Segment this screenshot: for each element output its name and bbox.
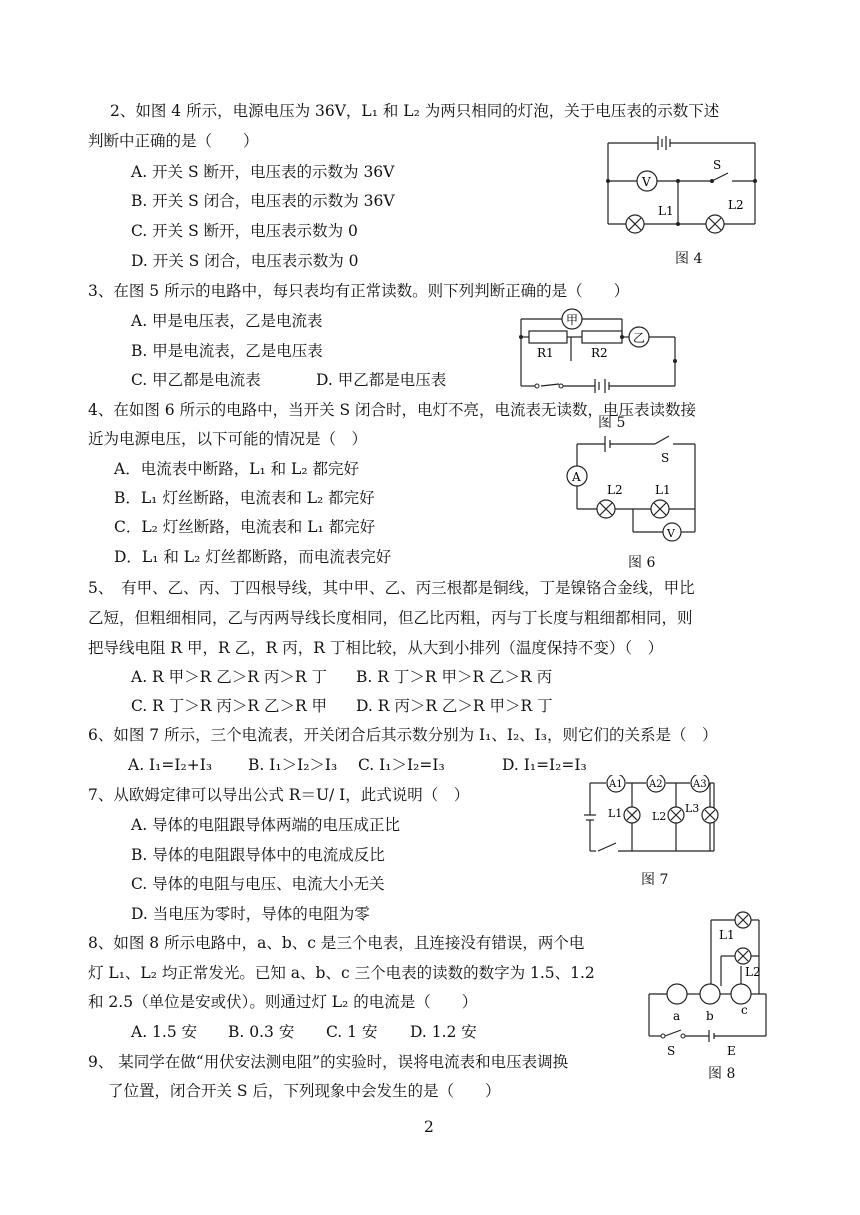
fig7-l1-label: L1 <box>608 807 623 820</box>
fig6-caption: 图 6 <box>628 555 656 571</box>
q8-stem-line1: 8、如图 8 所示电路中，a、b、c 是三个电表，且连接没有错误，两个电 <box>88 934 585 952</box>
q2-option-b: B. 开关 S 闭合，电压表的示数为 36V <box>131 192 395 210</box>
fig8-s-label: S <box>667 1044 676 1058</box>
q8-stem-line3: 和 2.5（单位是安或伏）。则通过灯 L₂ 的电流是（ ） <box>88 993 478 1011</box>
q3-option-d: D. 甲乙都是电压表 <box>316 371 447 389</box>
fig7-l2-label: L2 <box>652 810 667 823</box>
q3-option-a: A. 甲是电压表，乙是电流表 <box>131 312 323 330</box>
figure-6-circuit <box>563 432 703 542</box>
q9-stem-line1: 9、 某同学在做“用伏安法测电阻”的实验时，误将电流表和电压表调换 <box>88 1053 569 1071</box>
fig7-a3-label: A3 <box>693 779 707 790</box>
q5-stem-line3: 把导线电阻 R 甲，R 乙，R 丙，R 丁相比较，从大到小排列（温度保持不变）（ ） <box>88 639 664 657</box>
q4-stem-line2: 近为电源电压，以下可能的情况是（ ） <box>88 430 368 448</box>
fig7-a2-label: A2 <box>649 779 663 790</box>
q6-option-b: B. I₁＞I₂＞I₃ <box>248 756 338 774</box>
q8-option-d: D. 1.2 安 <box>410 1023 477 1041</box>
fig8-b-label: b <box>706 1009 714 1023</box>
fig4-voltmeter-label: V <box>642 175 651 189</box>
q2-option-d: D. 开关 S 闭合，电压表示数为 0 <box>131 252 359 270</box>
fig6-voltmeter-label: V <box>667 527 675 540</box>
q5-option-c: C. R 丁＞R 丙＞R 乙＞R 甲 <box>131 697 328 715</box>
fig6-switch-label: S <box>661 451 670 465</box>
fig8-l1-label: L1 <box>719 928 735 942</box>
fig5-yi-label: 乙 <box>633 331 646 345</box>
q6-stem-line1: 6、如图 7 所示，三个电流表，开关闭合后其示数分别为 I₁、I₂、I₃，则它们的关系是（ ） <box>88 726 718 744</box>
fig7-l3-label: L3 <box>685 802 700 815</box>
fig6-l2-label: L2 <box>607 483 623 497</box>
q9-stem-line2: 了位置，闭合开关 S 后，下列现象中会发生的是（ ） <box>108 1082 501 1100</box>
q2-stem-line1: 2、如图 4 所示，电源电压为 36V，L₁ 和 L₂ 为两只相同的灯泡，关于电压表的示数下述 <box>110 102 720 120</box>
fig5-jia-label: 甲 <box>566 313 579 327</box>
fig5-r1-label: R1 <box>537 346 554 360</box>
fig4-caption: 图 4 <box>675 251 703 267</box>
figure-8-circuit <box>641 906 776 1061</box>
q4-option-d: D．L₁ 和 L₂ 灯丝都断路，而电流表完好 <box>114 548 392 566</box>
q5-option-a: A. R 甲＞R 乙＞R 丙＞R 丁 <box>131 668 327 686</box>
q3-stem-line1: 3、在图 5 所示的电路中，每只表均有正常读数。则下列判断正确的是（ ） <box>88 282 630 300</box>
fig8-caption: 图 8 <box>708 1066 736 1082</box>
q4-option-b: B．L₁ 灯丝断路，电流表和 L₂ 都完好 <box>114 489 375 507</box>
figure-4-circuit <box>600 133 770 245</box>
fig6-ammeter-label: A <box>572 470 581 484</box>
q6-option-d: D. I₁=I₂=I₃ <box>502 756 587 774</box>
fig7-caption: 图 7 <box>641 872 669 888</box>
q6-option-c: C. I₁＞I₂=I₃ <box>358 756 445 774</box>
fig5-caption: 图 5 <box>598 415 626 431</box>
figure-7-circuit <box>584 775 724 860</box>
q8-option-c: C. 1 安 <box>326 1023 378 1041</box>
q7-option-d: D. 当电压为零时，导体的电阻为零 <box>131 905 370 923</box>
fig4-l1-label: L1 <box>658 204 674 218</box>
fig7-a1-label: A1 <box>609 779 623 790</box>
q7-option-c: C. 导体的电阻与电压、电流大小无关 <box>131 875 385 893</box>
q5-option-b: B. R 丁＞R 甲＞R 乙＞R 丙 <box>356 668 553 686</box>
fig8-c-label: c <box>741 1003 748 1017</box>
fig8-e-label: E <box>727 1044 736 1058</box>
q5-option-d: D. R 丙＞R 乙＞R 甲＞R 丁 <box>356 697 553 715</box>
fig4-switch-label: S <box>713 158 722 172</box>
q3-option-c: C. 甲乙都是电流表 <box>131 371 261 389</box>
figure-5-circuit <box>515 306 685 396</box>
q7-stem-line1: 7、从欧姆定律可以导出公式 R＝U/ I，此式说明（ ） <box>88 786 470 804</box>
q8-option-a: A. 1.5 安 <box>131 1023 198 1041</box>
page-number: 2 <box>424 1118 434 1136</box>
q2-stem-line2: 判断中正确的是（ ） <box>88 132 259 150</box>
q8-option-b: B. 0.3 安 <box>228 1023 295 1041</box>
q3-option-b: B. 甲是电流表，乙是电压表 <box>131 342 323 360</box>
q8-stem-line2: 灯 L₁、L₂ 均正常发光。已知 a、b、c 三个电表的读数的数字为 1.5、1.2 <box>88 964 595 982</box>
q4-option-c: C．L₂ 灯丝断路，电流表和 L₁ 都完好 <box>114 518 376 536</box>
q7-option-a: A. 导体的电阻跟导体两端的电压成正比 <box>131 816 401 834</box>
q5-stem-line2: 乙短，但粗细相同，乙与丙两导线长度相同，但乙比丙粗，丙与丁长度与粗细都相同，则 <box>88 609 693 627</box>
fig4-l2-label: L2 <box>728 198 744 212</box>
fig6-l1-label: L1 <box>655 483 671 497</box>
fig5-r2-label: R2 <box>591 346 608 360</box>
q7-option-b: B. 导体的电阻跟导体中的电流成反比 <box>131 846 385 864</box>
q4-stem-line1: 4、在如图 6 所示的电路中，当开关 S 闭合时，电灯不亮，电流表无读数，电压表读数接 <box>88 401 697 419</box>
q2-option-c: C. 开关 S 断开，电压表示数为 0 <box>131 222 358 240</box>
q6-option-a: A. I₁=I₂+I₃ <box>128 756 213 774</box>
fig8-a-label: a <box>673 1009 681 1023</box>
q5-stem-line1: 5、 有甲、乙、丙、丁四根导线，其中甲、乙、丙三根都是铜线，丁是镍铬合金线，甲比 <box>88 579 695 597</box>
q2-option-a: A. 开关 S 断开，电压表的示数为 36V <box>131 163 395 181</box>
fig8-l2-label: L2 <box>745 965 761 979</box>
q4-option-a: A．电流表中断路，L₁ 和 L₂ 都完好 <box>114 460 359 478</box>
